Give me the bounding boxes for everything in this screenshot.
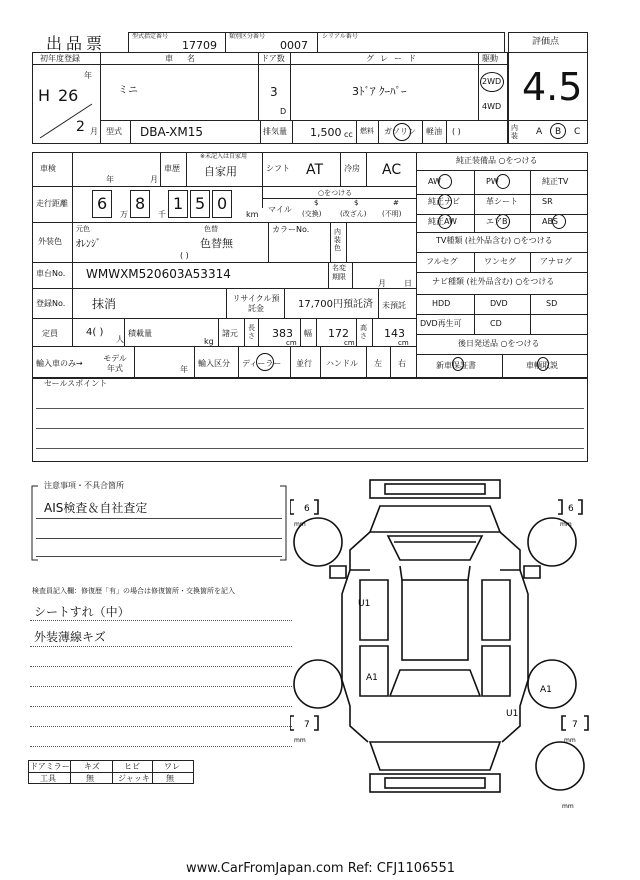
use-label: 車歴	[164, 164, 180, 173]
width-unit: cm	[344, 339, 355, 347]
legend-tools: 工具	[40, 774, 56, 783]
model-year-label: モデル年式	[103, 354, 127, 373]
tire-spare-unit: mm	[562, 803, 574, 810]
tire-fl-value: 6	[304, 504, 310, 514]
height-unit: cm	[398, 339, 409, 347]
legend-scratch: キズ	[84, 762, 100, 771]
year-unit: 年	[84, 71, 92, 80]
title-day: 日	[404, 279, 412, 288]
mileage-digit: 0	[217, 194, 228, 213]
mileage-label: 走行距離	[36, 199, 68, 208]
sales-point-box	[32, 378, 588, 462]
navi-item: CD	[490, 319, 502, 328]
equipment-item: ABS	[542, 217, 558, 226]
shift-label: シフト	[266, 164, 290, 173]
tv-item: アナログ	[540, 257, 572, 266]
interior-grade-label: 内装	[511, 124, 518, 140]
color-number-label: カラーNo.	[272, 225, 310, 234]
legend-jack-value: 無	[166, 774, 174, 783]
later-title: 後日発送品 ○をつける	[458, 339, 540, 348]
legend-crack: ヒビ	[124, 762, 140, 771]
month-unit: 月	[90, 127, 98, 136]
inspection-year-unit: 年	[106, 175, 114, 184]
model-designation-value: 17709	[182, 39, 217, 52]
equipment-item: 純正TV	[542, 177, 569, 186]
damage-mark-a1-left: A1	[366, 673, 378, 683]
vin-value: WMWXM520603A53314	[86, 267, 231, 281]
mileage-digit: 6	[97, 194, 108, 213]
use-value: 自家用	[204, 165, 237, 178]
mileage-digit: 5	[195, 194, 206, 213]
tamper-mark: $	[354, 199, 359, 207]
navi-item: DVD再生可	[420, 319, 462, 328]
length-label: 長さ	[248, 324, 255, 340]
registration-value: 抹消	[92, 297, 117, 311]
first-registration-label: 初年度登録	[40, 54, 80, 63]
navi-item: SD	[546, 299, 558, 308]
displacement-label: 排気量	[263, 127, 287, 136]
tire-rl-value: 7	[304, 720, 310, 730]
later-manual-circle	[537, 357, 549, 371]
original-color: ｵﾚﾝｼﾞ	[76, 239, 101, 250]
interior-b-circle	[550, 123, 566, 139]
model-year-unit: 年	[180, 365, 188, 374]
handle-right: 右	[398, 359, 406, 368]
equipment-item: 純正ナビ	[428, 197, 460, 206]
tamper-option: (改ざん)	[340, 210, 367, 218]
original-color-label: 元色	[76, 225, 90, 233]
tv-item: ワンセグ	[484, 257, 516, 266]
import-type-label: 輸入区分	[198, 359, 230, 368]
score-label: 評価点	[532, 37, 560, 47]
navi-title: ナビ種類 (社外品含む) ○をつける	[432, 277, 555, 286]
ac-label: 冷房	[344, 164, 360, 173]
equipment-item-circle	[552, 214, 566, 229]
tv-item: フルセグ	[426, 257, 458, 266]
mile-option: マイル	[268, 205, 292, 214]
equipment-item: PW	[486, 177, 499, 186]
drive-2wd-circle	[480, 72, 504, 92]
width-value: 172	[328, 327, 349, 340]
recycle-unpaid: 未預託	[382, 301, 406, 310]
inspector-line-1: シートすれ（中）	[34, 605, 130, 619]
notes-bracket	[28, 478, 290, 566]
notes-line-1: AIS検査＆自社査定	[44, 501, 148, 515]
footer-watermark: www.CarFromJapan.com Ref: CFJ1106551	[186, 861, 456, 876]
car-name-label: 車名	[165, 54, 209, 63]
mileage-circle-instruction: ○をつける	[318, 189, 353, 197]
equipment-item-circle	[496, 214, 510, 229]
legend-break: ワレ	[164, 762, 180, 771]
interior-a: A	[536, 127, 543, 137]
interior-c: C	[574, 127, 581, 137]
model-designation-label: 型式指定番号	[132, 33, 169, 40]
dims-label: 諸元	[222, 329, 238, 338]
damage-mark-u1-right: U1	[506, 709, 519, 719]
first-reg-year: 26	[58, 86, 79, 105]
recycle-label: リサイクル預託金	[232, 294, 280, 313]
legend-door-mirror: ドアミラー	[30, 762, 70, 771]
tire-rr-unit: mm	[564, 737, 576, 744]
mileage-digit: 1	[173, 194, 184, 213]
grade-label: グレード	[366, 54, 422, 63]
notes-title: 注意事項・不具合箇所	[44, 481, 124, 490]
color-paren: ( )	[180, 251, 189, 260]
length-unit: cm	[286, 339, 297, 347]
later-manual: 車輌取説	[526, 361, 558, 370]
drive-label: 駆動	[482, 54, 498, 63]
equipment-item-circle	[438, 214, 452, 229]
score-value: 4.5	[522, 65, 583, 109]
width-label: 幅	[304, 329, 312, 338]
fuel-other: ( )	[452, 127, 461, 136]
vin-label: 車台No.	[36, 269, 66, 278]
fuel-label: 燃料	[360, 127, 374, 135]
capacity-label: 定員	[42, 329, 58, 338]
date-divider	[34, 100, 98, 142]
length-value: 383	[272, 327, 293, 340]
capacity-unit: 人	[116, 335, 124, 344]
later-warranty-circle	[452, 357, 464, 371]
tire-fr-value: 6	[568, 504, 574, 514]
tire-fl-unit: mm	[294, 521, 306, 528]
sales-point-label: セールスポイント	[44, 379, 108, 388]
mileage-km: km	[246, 210, 259, 219]
inspection-label: 車検	[40, 164, 56, 173]
legend-jack: ジャッキ	[118, 774, 150, 783]
inspector-title: 検査員記入欄：修復歴「有」の場合は修復箇所・交換箇所を記入	[32, 587, 235, 595]
first-reg-month: 2	[76, 119, 85, 135]
navi-item: HDD	[432, 299, 451, 308]
import-parallel: 並行	[296, 359, 312, 368]
displacement-unit: cc	[344, 130, 353, 139]
navi-item: DVD	[490, 299, 508, 308]
tire-rl-unit: mm	[294, 737, 306, 744]
doors-suffix: D	[280, 107, 287, 116]
height-label: 高さ	[360, 324, 367, 340]
unknown-option: (不明)	[382, 210, 402, 218]
category-label: 類別区分番号	[229, 33, 266, 40]
inspector-line-2: 外装薄線キズ	[34, 630, 106, 644]
mileage-man: 万	[120, 210, 128, 219]
doors-label: ドア数	[261, 54, 285, 63]
height-value: 143	[384, 327, 405, 340]
exchange-option: (交換)	[302, 210, 322, 218]
mileage-sen: 千	[158, 210, 166, 219]
grade-value: 3ﾄﾞｱ ｸｰﾊﾟｰ	[352, 85, 407, 98]
displacement-value: 1,500	[310, 126, 342, 139]
unknown-mark: #	[393, 199, 399, 207]
later-warranty: 新車保証書	[436, 361, 476, 370]
interior-b: B	[555, 127, 562, 137]
mileage-digit: 8	[135, 194, 146, 213]
registration-label: 登録No.	[36, 299, 66, 308]
era: H	[38, 86, 51, 105]
drive-2wd: 2WD	[482, 77, 502, 86]
fuel-circle	[393, 123, 411, 141]
tire-rr-value: 7	[572, 720, 578, 730]
color-change-label: 色替	[204, 225, 218, 233]
damage-mark-u1-left: U1	[358, 599, 371, 609]
load-label: 積載量	[128, 329, 152, 338]
equipment-item-circle	[438, 174, 452, 189]
equipment-item: AW	[428, 177, 441, 186]
title-deadline-label: 名変期限	[332, 264, 346, 281]
import-only-label: 輸入車のみ→	[36, 359, 83, 368]
car-name: ミニ	[118, 85, 138, 96]
fuel-gasoline: ガソリン	[384, 127, 416, 136]
exchange-mark: $	[314, 199, 319, 207]
ac-value: AC	[382, 162, 402, 178]
interior-color-label: 内装色	[334, 228, 341, 252]
type-value: DBA-XM15	[140, 125, 203, 139]
equipment-item-circle	[438, 194, 452, 209]
color-label: 外装色	[38, 237, 62, 246]
import-dealer-circle	[256, 353, 274, 371]
handle-label: ハンドル	[326, 359, 358, 368]
category-value: 0007	[280, 39, 308, 52]
shift-value: AT	[306, 162, 324, 178]
capacity-value: 4( )	[86, 327, 104, 338]
inspection-month-unit: 月	[150, 175, 158, 184]
equipment-item: エアB	[486, 217, 508, 226]
serial-label: シリアル番号	[322, 33, 358, 40]
use-note: ※未記入は自家用	[200, 153, 248, 160]
recycle-value: 17,700円預託済	[298, 299, 373, 310]
color-change: 色替無	[200, 237, 233, 250]
equipment-item: 純正AW	[428, 217, 457, 226]
handle-left: 左	[374, 359, 382, 368]
load-unit: kg	[204, 337, 214, 346]
import-dealer: ディーラー	[242, 359, 282, 368]
title-month: 月	[378, 279, 386, 288]
type-label: 型式	[106, 127, 122, 136]
doors-value: 3	[270, 85, 278, 99]
equipment-title: 純正装備品 ○をつける	[456, 156, 538, 165]
tv-title: TV種類 (社外品含む) ○をつける	[436, 236, 553, 245]
legend-tools-value: 無	[86, 774, 94, 783]
fuel-diesel: 軽油	[426, 127, 442, 136]
tire-fr-unit: mm	[560, 521, 572, 528]
equipment-item: 革シート	[486, 197, 518, 206]
equipment-item-circle	[496, 174, 510, 189]
damage-mark-a1-right: A1	[540, 685, 552, 695]
sheet-title: 出品票	[46, 34, 107, 53]
car-diagram	[290, 470, 590, 820]
equipment-item: SR	[542, 197, 553, 206]
drive-4wd: 4WD	[482, 102, 502, 111]
